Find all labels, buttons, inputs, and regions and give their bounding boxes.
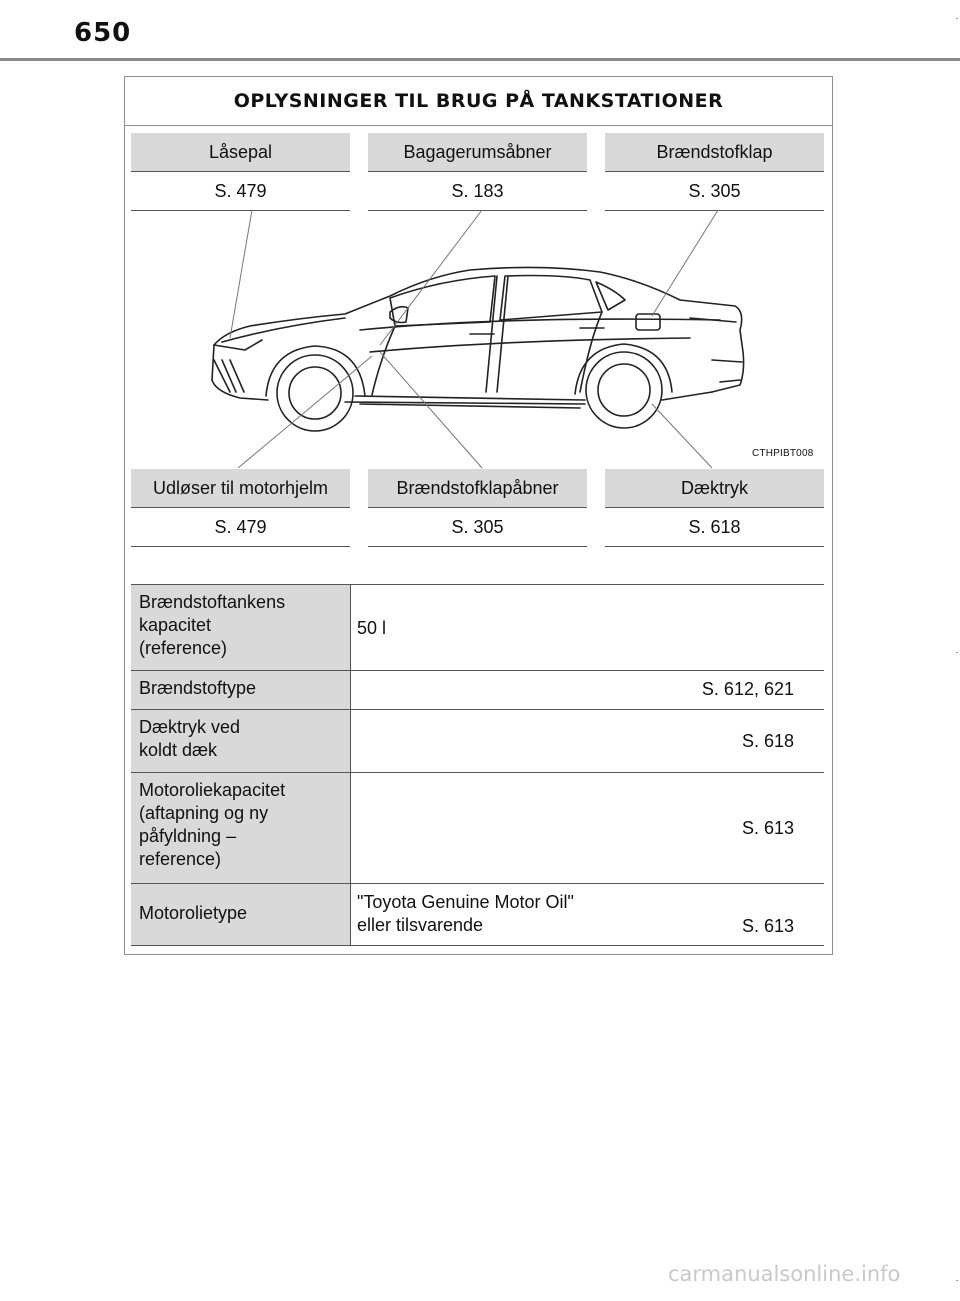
ref-page: S. 618 <box>605 508 824 547</box>
ref-label: Dæktryk <box>605 469 824 508</box>
spec-value-right: S. 613 <box>741 916 794 936</box>
spec-key: Brændstoftype <box>131 671 351 709</box>
spec-key: Motorolietype <box>131 884 351 945</box>
spec-value-right: S. 618 <box>741 731 794 751</box>
spec-row-tank-capacity <box>131 584 824 671</box>
spec-key: Brændstoftankens kapacitet (reference) <box>131 585 351 670</box>
spec-key: Dæktryk ved koldt dæk <box>131 710 351 772</box>
ref-hood-release <box>131 469 350 547</box>
ref-page: S. 305 <box>605 172 824 211</box>
spec-value <box>351 710 824 772</box>
spec-value <box>351 773 824 883</box>
spec-value <box>351 884 824 945</box>
edge-mark <box>956 652 958 653</box>
ref-page: S. 305 <box>368 508 587 547</box>
ref-page: S. 479 <box>131 508 350 547</box>
ref-page: S. 183 <box>368 172 587 211</box>
spec-row-fuel-type <box>131 671 824 710</box>
ref-page: S. 479 <box>131 172 350 211</box>
watermark: carmanualsonline.info <box>668 1262 901 1286</box>
spec-value-right: S. 612, 621 <box>701 679 794 699</box>
section-title: OPLYSNINGER TIL BRUG PÅ TANKSTATIONER <box>125 77 832 126</box>
ref-label: Brændstofklap <box>605 133 824 172</box>
spec-row-cold-tire-pressure <box>131 710 824 773</box>
figure-code: CTHPIBT008 <box>752 448 814 459</box>
ref-label: Udløser til motorhjelm <box>131 469 350 508</box>
spec-value-right: S. 613 <box>741 818 794 838</box>
spec-value-left: 50 l <box>357 618 387 638</box>
spec-key: Motoroliekapacitet (aftapning og ny påfyldning – reference) <box>131 773 351 883</box>
ref-label: Låsepal <box>131 133 350 172</box>
spec-value <box>351 671 824 709</box>
ref-tire-pressure <box>605 469 824 547</box>
spec-row-oil-capacity <box>131 773 824 884</box>
ref-fuel-door-opener <box>368 469 587 547</box>
spec-row-oil-type <box>131 884 824 946</box>
edge-mark <box>956 18 958 19</box>
spec-value-left: "Toyota Genuine Motor Oil" eller tilsvarende <box>357 892 574 935</box>
ref-label: Bagagerumsåbner <box>368 133 587 172</box>
edge-mark <box>956 1280 958 1281</box>
ref-label: Brændstofklapåbner <box>368 469 587 508</box>
page-number: 650 <box>74 18 132 48</box>
spec-value <box>351 585 824 670</box>
